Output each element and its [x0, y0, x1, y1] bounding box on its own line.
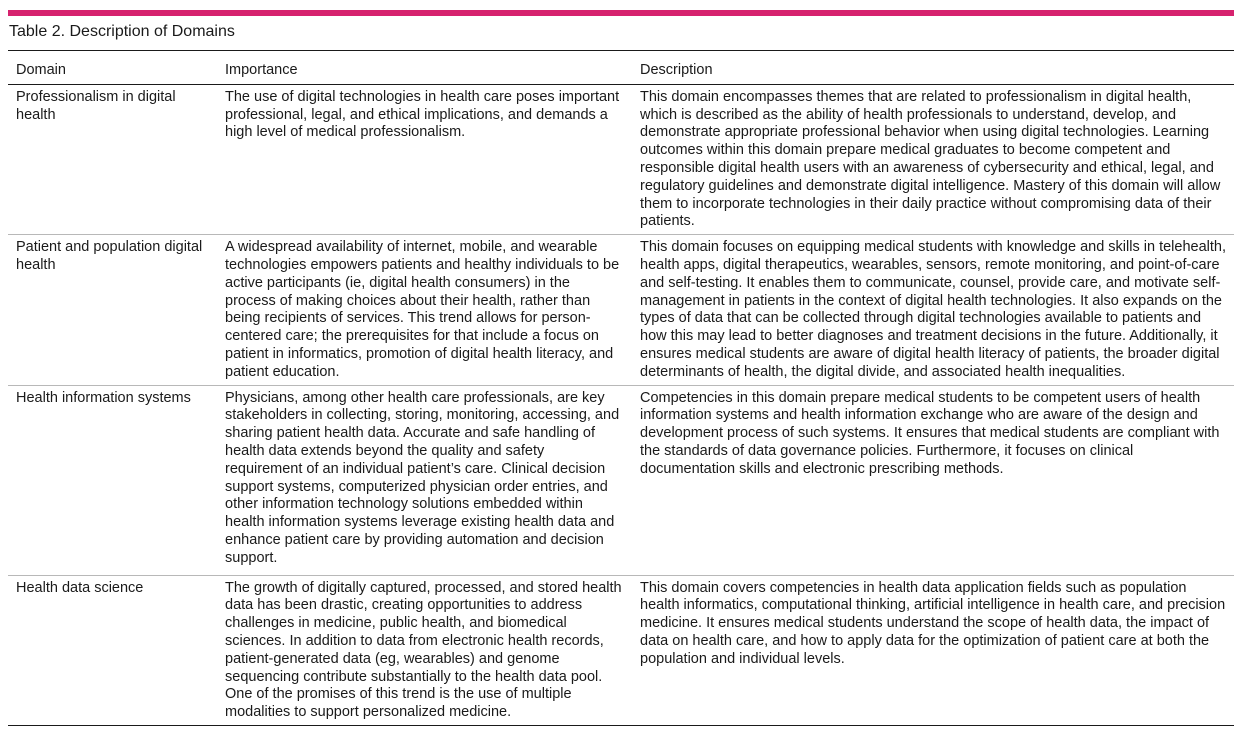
domain-cell: Health data science — [8, 575, 217, 725]
domain-cell: Patient and population digital health — [8, 235, 217, 385]
importance-cell: A widespread availability of internet, mobile, and wearable technologies empowers patients and healthy individuals to be active participants (ie, digital health consumers) in the process of making choices about their health, rather than being recipients of services. This trend allows for person-centered care; the prerequisites for that include a focus on patient in informatics, promotion of digital health literacy, and patient education. — [217, 235, 632, 385]
table-row — [8, 84, 1234, 234]
header-importance: Importance — [217, 51, 632, 84]
top-accent-rule — [8, 10, 1234, 16]
importance-cell: The growth of digitally captured, processed, and stored health data has been drastic, creating opportunities to address challenges in medicine, public health, and biomedical sciences. In addition to data from electronic health records, patient-generated data (eg, wearables) and genome sequencing contribute substantially to the health data pool. One of the promises of this trend is the use of multiple modalities to support personalized medicine. — [217, 575, 632, 725]
description-cell: Competencies in this domain prepare medical students to be competent users of health information systems and health information exchange who are aware of the design and development process of such systems. It ensures that medical students are compliant with the standards of data governance policies. Furthermore, it focuses on clinical documentation skills and electronic prescribing methods. — [632, 385, 1234, 575]
document-page — [8, 10, 1234, 726]
table-row — [8, 575, 1234, 725]
domains-table — [8, 51, 1234, 726]
importance-cell: The use of digital technologies in health care poses important professional, legal, and ethical implications, and demands a high level of medical professionalism. — [217, 84, 632, 234]
description-cell: This domain covers competencies in health data application fields such as population health informatics, computational thinking, artificial intelligence in health care, and precision medicine. It ensures medical students understand the scope of health data, the impact of data on health care, and how to apply data for the optimization of patient care at both the population and individual levels. — [632, 575, 1234, 725]
domain-cell: Professionalism in digital health — [8, 84, 217, 234]
description-cell: This domain focuses on equipping medical students with knowledge and skills in telehealth, health apps, digital therapeutics, wearables, sensors, remote monitoring, and point-of-care and self-testing. It enables them to communicate, counsel, provide care, and motivate self-management in patients in the context of digital health technologies. It also expands on the types of data that can be collected through digital technologies available to patients and how this may lead to better diagnoses and treatment decisions in the future. Additionally, it ensures medical students are aware of digital health literacy of patients, the broader digital determinants of health, the digital divide, and associated health inequalities. — [632, 235, 1234, 385]
description-cell: This domain encompasses themes that are related to professionalism in digital health, which is described as the ability of health professionals to understand, develop, and demonstrate appropriate professional behavior when using digital technologies. Learning outcomes within this domain prepare medical graduates to become competent and responsible digital health users with an awareness of cybersecurity and ethical, legal, and regulatory guidelines and demonstrate digital intelligence. Mastery of this domain will allow them to incorporate technologies in their daily practice without compromising data of their patients. — [632, 84, 1234, 234]
table-row — [8, 235, 1234, 385]
table-row — [8, 385, 1234, 575]
table-title: Table 2. Description of Domains — [9, 23, 235, 40]
header-description: Description — [632, 51, 1234, 84]
header-domain: Domain — [8, 51, 217, 84]
domain-cell: Health information systems — [8, 385, 217, 575]
header-row — [8, 51, 1234, 84]
importance-cell: Physicians, among other health care professionals, are key stakeholders in collecting, storing, monitoring, accessing, and sharing patient health data. Accurate and safe handling of health data extends beyond the quality and safety requirement of an individual patient’s care. Clinical decision support systems, computerized physician order entries, and other information technology solutions embedded within health information systems leverage existing health data and enhance patient care by providing automation and decision support. — [217, 385, 632, 575]
